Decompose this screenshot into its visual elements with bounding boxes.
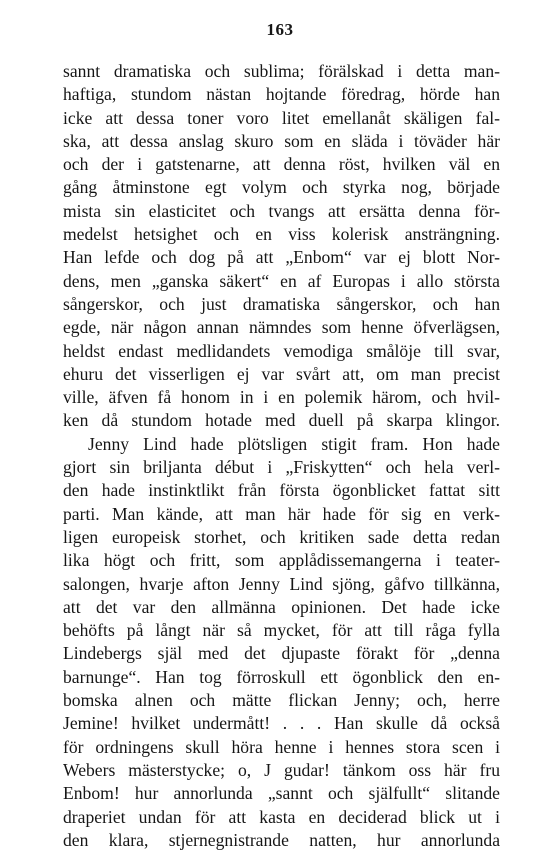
text-line: den klara, stjernegnistrande natten, hur annorlunda bbox=[63, 829, 500, 850]
text-line: behöfts på långt när så mycket, för att till råga fylla bbox=[63, 620, 500, 641]
text-line: medelst hetsighet och en viss kolerisk ansträngning. bbox=[63, 224, 500, 245]
text-line: Jemine! hvilket undermått! . . . Han skulle då också bbox=[63, 713, 500, 734]
text-line: salongen, hvarje afton Jenny Lind sjöng, gåfvo tillkänna, bbox=[63, 573, 500, 594]
text-line: sångerskor, och just dramatiska sångerskor, och han bbox=[63, 293, 500, 314]
text-line: Webers mästerstycke; o, J gudar! tänkom oss här fru bbox=[63, 759, 500, 780]
text-line: draperiet undan för att kasta en deciderad blick ut i bbox=[63, 806, 500, 827]
text-line: ville, äfven få honom in i en polemik härom, och hvil- bbox=[63, 387, 500, 408]
text-line: haftiga, stundom nästan hojtande föredrag, hörde han bbox=[63, 84, 500, 105]
text-line: mista sin elasticitet och tvangs att ersätta denna för- bbox=[63, 200, 500, 221]
text-line: Jenny Lind hade plötsligen stigit fram. Hon hade bbox=[88, 433, 500, 454]
text-line: Han lefde och dog på att „Enbom“ var ej blott Nor- bbox=[63, 247, 500, 268]
text-line: att det var den allmänna opinionen. Det hade icke bbox=[63, 596, 500, 617]
page-number: 163 bbox=[266, 20, 294, 39]
body-text bbox=[63, 60, 500, 852]
text-line: ehuru det visserligen ej var svårt att, om man precist bbox=[63, 363, 500, 384]
text-line: för ordningens skull höra henne i hennes stora scen i bbox=[63, 736, 500, 757]
text-line: bomska alnen och mätte flickan Jenny; och, herre bbox=[63, 690, 500, 711]
text-line: Enbom! hur annorlunda „sannt och själfullt“ slitande bbox=[63, 783, 500, 804]
text-line: Lindebergs själ med det djupaste förakt för „denna bbox=[63, 643, 500, 664]
text-line: icke att dessa toner voro litet emellanåt skäligen fal- bbox=[63, 107, 500, 128]
text-line: ken då stundom hotade med duell på skarpa klingor. bbox=[63, 410, 500, 431]
text-line: gång åtminstone egt volym och styrka nog, började bbox=[63, 177, 500, 198]
text-line: sannt dramatiska och sublima; förälskad i detta man- bbox=[63, 61, 500, 81]
text-line: ligen europeisk storhet, och kritiken sade detta redan bbox=[63, 526, 500, 547]
text-line: och der i gatstenarne, att denna röst, hvilken väl en bbox=[63, 154, 500, 175]
text-line: ska, att dessa anslag skuro som en släda i töväder här bbox=[63, 130, 500, 151]
text-line: heldst endast medlidandets vemodiga smålöje till svar, bbox=[63, 340, 500, 361]
text-line: lika högt och fritt, som applådissemangerna i teater- bbox=[63, 550, 500, 571]
text-line: barnunge“. Han tog förroskull ett ögonblick den en- bbox=[63, 666, 500, 687]
text-line: den hade instinktlikt från första ögonblicket fattat sitt bbox=[63, 480, 500, 501]
text-line: parti. Man kände, att man här hade för sig en verk- bbox=[63, 503, 500, 524]
text-line: dens, men „ganska säkert“ en af Europas i allo största bbox=[63, 270, 500, 291]
text-line: gjort sin briljanta début i „Friskytten“ och hela verl- bbox=[63, 457, 500, 478]
text-line: egde, när någon annan nämndes som henne öfverlägsen, bbox=[63, 317, 500, 338]
